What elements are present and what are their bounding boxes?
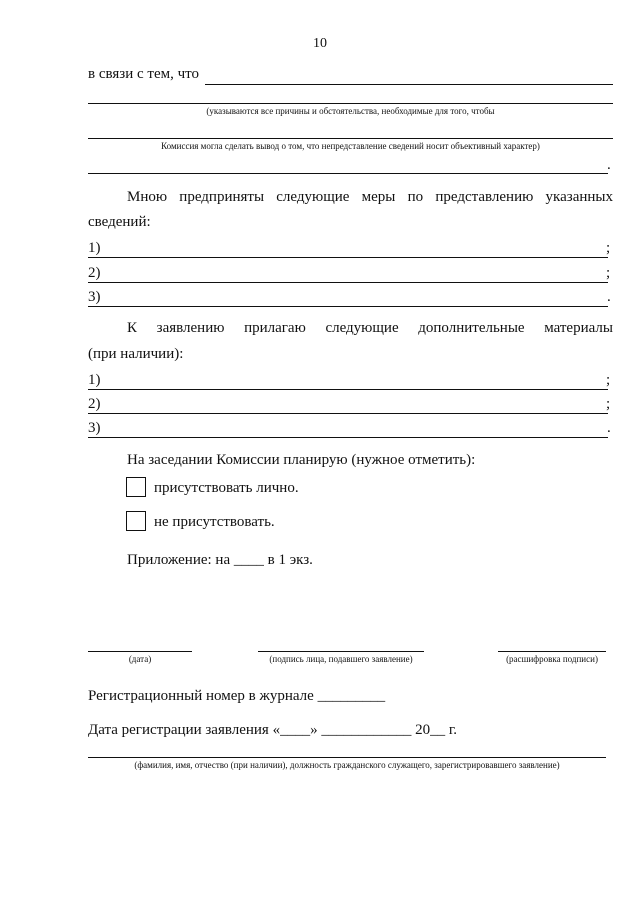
reason-note-1: (указываются все причины и обстоятельства, необходимые для того, чтобы (206, 106, 495, 116)
registration-number-label: Регистрационный номер в журнале (88, 688, 314, 704)
appendix-line (127, 552, 313, 569)
meeting-heading: На заседании Комиссии планирую (нужное отметить): (127, 452, 476, 468)
measures-item-1-punct: ; (606, 240, 611, 256)
measures-item-2-line[interactable] (88, 282, 608, 283)
measures-word: Мною (127, 189, 168, 205)
reason-input-line-2[interactable] (88, 103, 613, 104)
attachments-item-3-punct: . (607, 420, 611, 436)
measures-paragraph-line-2: сведений: (88, 214, 151, 230)
registration-number-blank[interactable]: _________ (317, 688, 386, 704)
not-attend-checkbox[interactable] (126, 511, 146, 531)
reason-input-line-1[interactable] (205, 84, 613, 85)
attachments-item-1-punct: ; (606, 372, 611, 388)
attachments-word: материалы (544, 320, 613, 336)
registration-date-close: » (310, 722, 318, 738)
attend-in-person-label: присутствовать лично. (154, 480, 299, 496)
registration-date-label: Дата регистрации заявления « (88, 722, 281, 738)
registration-date-day-blank[interactable]: ____ (280, 722, 311, 738)
registrar-signature-line[interactable] (88, 757, 606, 758)
page-number: 10 (313, 36, 327, 51)
reason-input-line-3[interactable] (88, 138, 613, 139)
attachments-paragraph-line-1 (127, 320, 613, 337)
measures-word: следующие (276, 189, 350, 205)
reason-end-punct: . (607, 157, 611, 173)
measures-paragraph-line-1 (127, 189, 613, 206)
registration-date-year-blank[interactable]: __ (430, 722, 446, 738)
measures-word: предприняты (179, 189, 265, 205)
registration-date-line (88, 722, 457, 739)
measures-word: меры (361, 189, 396, 205)
registrar-caption: (фамилия, имя, отчество (при наличии), должность гражданского служащего, зарегистрировавшего заявление) (134, 760, 560, 770)
measures-item-3-line[interactable] (88, 306, 608, 307)
attachments-word: следующие (325, 320, 399, 336)
reason-note-2: Комиссия могла сделать вывод о том, что непредставление сведений носит объективный характер) (161, 141, 540, 151)
measures-item-1-line[interactable] (88, 257, 608, 258)
attend-in-person-checkbox[interactable] (126, 477, 146, 497)
appendix-pages-blank[interactable]: ____ (233, 552, 264, 568)
attachments-item-1-line[interactable] (88, 389, 608, 390)
attachments-item-3-number: 3) (88, 420, 101, 436)
reason-lead: в связи с тем, что (88, 66, 199, 82)
measures-word: указанных (545, 189, 613, 205)
signature-decode-line[interactable] (498, 651, 606, 652)
measures-item-1-number: 1) (88, 240, 101, 256)
attachments-item-3-line[interactable] (88, 437, 608, 438)
appendix-suffix: в 1 экз. (267, 552, 313, 568)
measures-word: представлению (435, 189, 534, 205)
attachments-item-1-number: 1) (88, 372, 101, 388)
measures-item-2-number: 2) (88, 265, 101, 281)
measures-item-3-number: 3) (88, 289, 101, 305)
measures-item-2-punct: ; (606, 265, 611, 281)
measures-word: по (407, 189, 424, 205)
attachments-word: прилагаю (244, 320, 306, 336)
attachments-item-2-line[interactable] (88, 413, 608, 414)
attachments-item-2-punct: ; (606, 396, 611, 412)
measures-item-3-punct: . (607, 289, 611, 305)
appendix-label: Приложение: на (127, 552, 231, 568)
attachments-paragraph-line-2: (при наличии): (88, 346, 184, 362)
signature-decode-caption: (расшифровка подписи) (506, 654, 598, 664)
registration-date-month-blank[interactable]: ____________ (321, 722, 412, 738)
registration-date-suffix: г. (448, 722, 458, 738)
registration-number-line (88, 688, 385, 705)
date-signature-line[interactable] (88, 651, 192, 652)
attachments-word: заявлению (156, 320, 225, 336)
not-attend-label: не присутствовать. (154, 514, 275, 530)
reason-input-line-4[interactable] (88, 173, 608, 174)
date-caption: (дата) (128, 654, 152, 664)
attachments-item-2-number: 2) (88, 396, 101, 412)
registration-date-year: 20 (415, 722, 431, 738)
attachments-word: дополнительные (418, 320, 525, 336)
applicant-signature-caption: (подпись лица, подавшего заявление) (269, 654, 413, 664)
applicant-signature-line[interactable] (258, 651, 424, 652)
attachments-word: К (127, 320, 138, 336)
